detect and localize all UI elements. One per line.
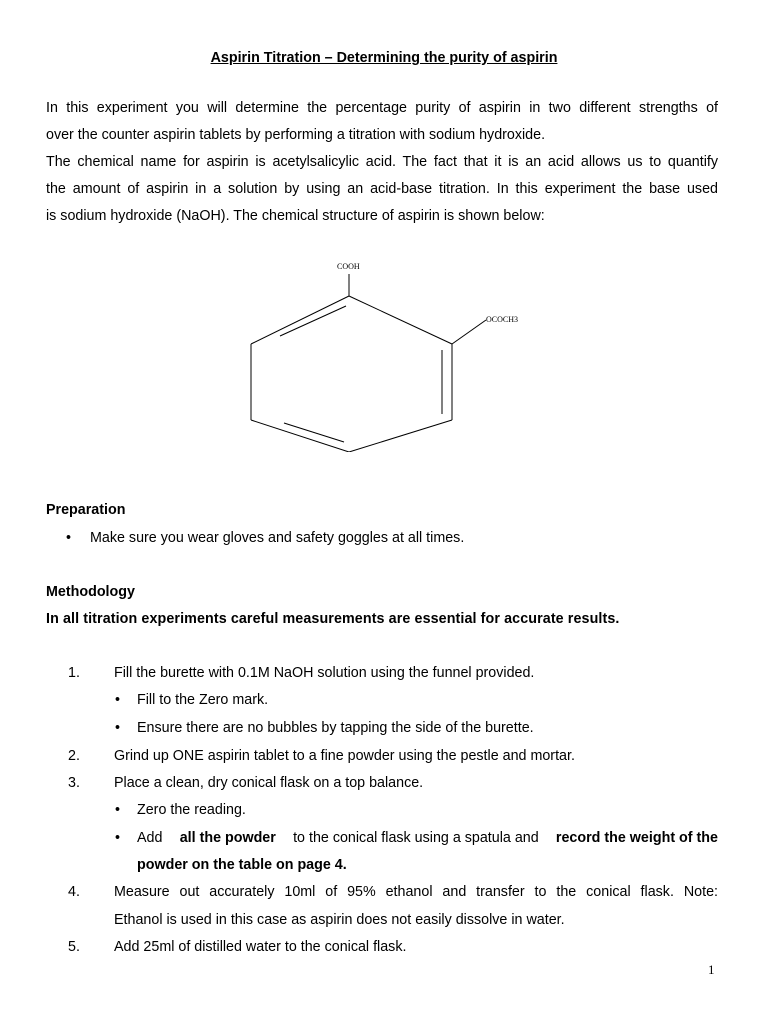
double-bond-inner-1 [280,306,346,336]
text-run: to the conical flask using a spatula and [293,830,539,846]
bullet-dot: • [115,720,121,736]
ring-bond-4 [251,420,349,452]
ring-bond-3 [349,420,452,452]
structure-label-cooh: COOH [337,262,360,271]
sub-step-rich-text [137,830,718,846]
sub-step-text: Fill to the Zero mark. [137,692,269,708]
step-text: Fill the burette with 0.1M NaOH solution using the funnel provided. [114,665,535,681]
intro-line-2: over the counter aspirin tablets by performing a titration with sodium hydroxide. [46,127,546,143]
document-title: Aspirin Titration – Determining the purity of aspirin [210,50,558,66]
preparation-bullet [66,530,464,546]
step-text: Place a clean, dry conical flask on a top balance. [114,775,424,791]
text-run: Add [137,830,163,846]
step-number: 4. [68,884,80,900]
step-number: 2. [68,748,80,764]
intro-line-1: In this experiment you will determine the percentage purity of aspirin in two different strengths of [46,100,718,116]
bold-run: powder on the table on page 4. [137,857,347,873]
aspirin-structure-diagram [240,252,540,452]
step-text: Grind up ONE aspirin tablet to a fine powder using the pestle and mortar. [114,748,575,764]
preparation-bullet-text: Make sure you wear gloves and safety goggles at all times. [90,530,465,546]
bullet-dot: • [66,530,72,546]
structure-label-ococh3: OCOCH3 [486,315,519,324]
step-number: 5. [68,939,80,955]
ring-bond-1 [349,296,452,344]
bond-to-ococh3 [452,320,486,344]
methodology-heading: Methodology [46,584,135,600]
bold-run: record the weight of the [555,830,718,846]
sub-step-text: Ensure there are no bubbles by tapping the side of the burette. [137,720,534,736]
preparation-heading: Preparation [46,502,126,518]
step-number: 1. [68,665,80,681]
step-text: Ethanol is used in this case as aspirin does not easily dissolve in water. [114,912,565,928]
step-text: Add 25ml of distilled water to the conical flask. [114,939,407,955]
intro-line-4: the amount of aspirin in a solution by using an acid-base titration. In this experiment the base used [46,181,718,197]
sub-step-text: Zero the reading. [137,802,246,818]
ring-bond-6 [251,296,349,344]
step-number: 3. [68,775,80,791]
step-text: Measure out accurately 10ml of 95% ethanol and transfer to the conical flask. Note: [114,884,718,900]
intro-paragraph [46,95,718,230]
double-bond-inner-3 [284,423,344,442]
page-number: 1 [708,962,715,977]
bullet-dot: • [115,692,121,708]
bullet-dot: • [115,802,121,818]
intro-line-5: is sodium hydroxide (NaOH). The chemical structure of aspirin is shown below: [46,208,545,224]
bullet-dot: • [115,830,121,846]
methodology-subheading: In all titration experiments careful measurements are essential for accurate results. [46,611,620,627]
bold-run: all the powder [179,830,276,846]
intro-line-3: The chemical name for aspirin is acetylsalicylic acid. The fact that it is an acid allows us to quantify [46,154,718,170]
